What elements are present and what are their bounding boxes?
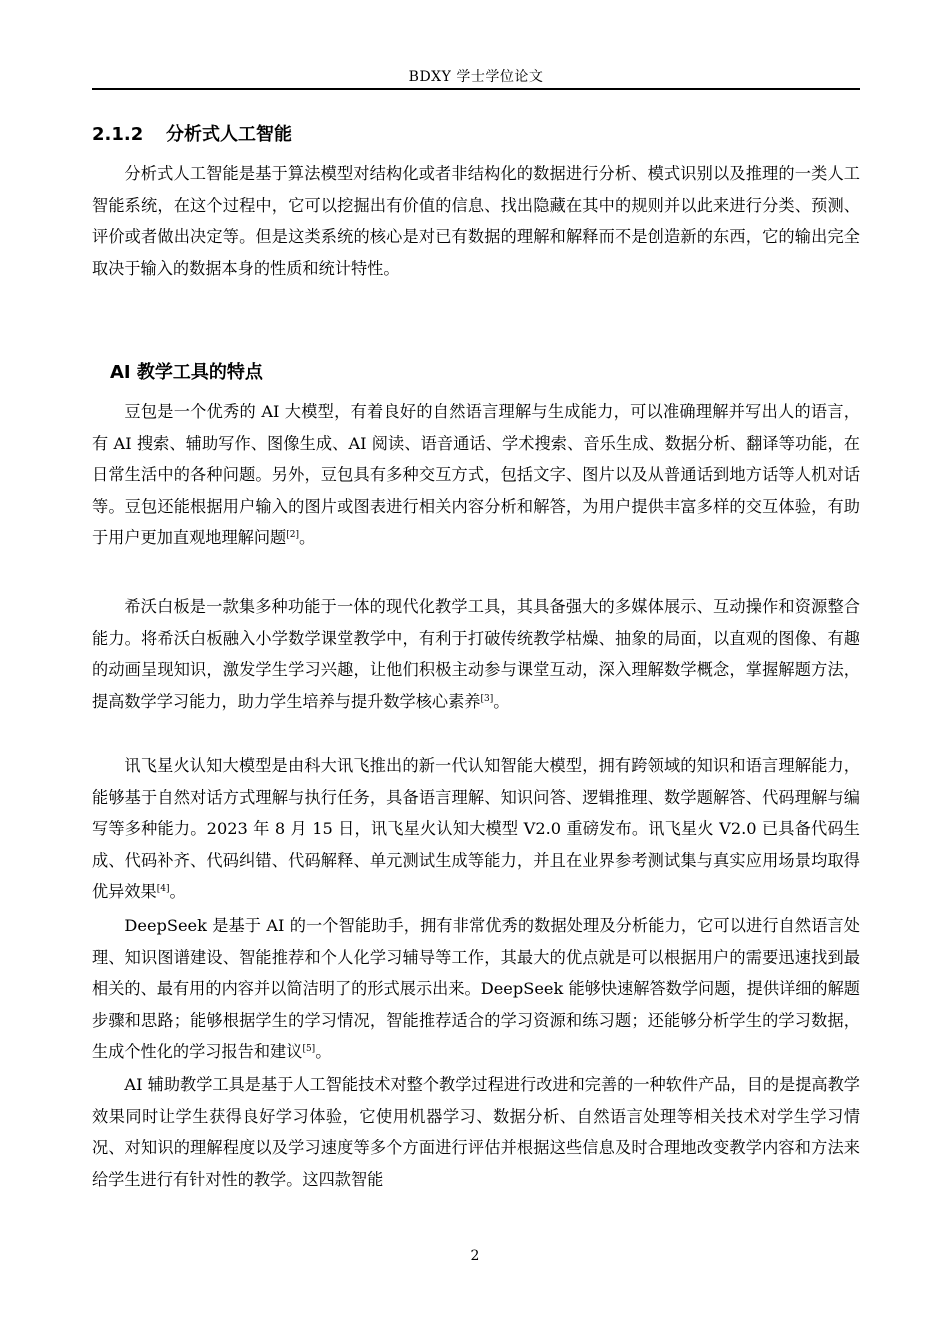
paragraph-tail: 。: [315, 1042, 332, 1062]
citation-ref: [3]: [480, 693, 494, 704]
paragraph-ai-teaching-tools: [92, 1069, 860, 1195]
section-heading-ai-tools: AI 教学工具的特点: [110, 362, 263, 383]
paragraph-text: 讯飞星火认知大模型是由科大讯飞推出的新一代认知智能大模型，拥有跨领域的知识和语言理解能力，能够基于自然对话方式理解与执行任务，具备语言理解、知识问答、逻辑推理、数学题解答、代码理解与编写等多种能力。2023 年 8 月 15 日，讯飞星火认知大模型 V2.0 重磅发布。讯飞星火 V2.0 已具备代码生成、代码补齐、代码纠错、代码解释、单元测试生成等能力，并且在业界参考测试集与真实应用场景均取得优异效果: [92, 756, 860, 902]
paragraph-analytical-ai: 分析式人工智能是基于算法模型对结构化或者非结构化的数据进行分析、模式识别以及推理的一类人工智能系统，在这个过程中，它可以挖掘出有价值的信息、找出隐藏在其中的规则并以此来进行分类、预测、评价或者做出决定等。但是这类系统的核心是对已有数据的理解和解释而不是创造新的东西，它的输出完全取决于输入的数据本身的性质和统计特性。: [92, 164, 860, 278]
paragraph-seewo: [92, 591, 860, 717]
paragraph-text: AI 辅助教学工具是基于人工智能技术对整个教学过程进行改进和完善的一种软件产品，目的是提高教学效果同时让学生获得良好学习体验，它使用机器学习、数据分析、自然语言处理等相关技术对学生学习情况、对知识的理解程度以及学习速度等多个方面进行评估并根据这些信息及时合理地改变教学内容和方法来给学生进行有针对性的教学。这四款智能: [92, 1075, 860, 1189]
citation-ref: [5]: [302, 1044, 316, 1055]
paragraph-tail: 。: [169, 882, 186, 902]
paragraph-deepseek: [92, 910, 860, 1068]
section-heading-2-1-2: [92, 120, 292, 146]
header-rule: [92, 88, 860, 90]
paragraph-doubao: [92, 396, 860, 554]
citation-ref: [2]: [286, 530, 299, 541]
paragraph-text: DeepSeek 是基于 AI 的一个智能助手，拥有非常优秀的数据处理及分析能力，它可以进行自然语言处理、知识图谱建设、智能推荐和个人化学习辅导等工作，其最大的优点就是可以根据用户的需要迅速找到最相关的、最有用的内容并以简洁明了的形式展示出来。DeepSeek 能够快速解答数学问题，提供详细的解题步骤和思路；能够根据学生的学习情况，智能推荐适合的学习资源和练习题；还能够分析学生的学习数据，生成个性化的学习报告和建议: [92, 916, 860, 1062]
paragraph-iflytek-spark: [92, 750, 860, 908]
citation-ref: [4]: [156, 884, 170, 895]
page-number: 2: [470, 1248, 480, 1264]
running-header: BDXY 学士学位论文: [408, 69, 544, 85]
paragraph-tail: 。: [299, 528, 316, 548]
section-number: 2.1.2: [92, 124, 144, 145]
paragraph-tail: 。: [493, 691, 510, 711]
paragraph-text: 希沃白板是一款集多种功能于一体的现代化教学工具，其具备强大的多媒体展示、互动操作和资源整合能力。将希沃白板融入小学数学课堂教学中，有利于打破传统教学枯燥、抽象的局面，以直观的图像、有趣的动画呈现知识，激发学生学习兴趣，让他们积极主动参与课堂互动，深入理解数学概念，掌握解题方法，提高数学学习能力，助力学生培养与提升数学核心素养: [92, 597, 860, 711]
section-title: 分析式人工智能: [166, 124, 292, 145]
paragraph-text: 豆包是一个优秀的 AI 大模型，有着良好的自然语言理解与生成能力，可以准确理解并写出人的语言，有 AI 搜索、辅助写作、图像生成、AI 阅读、语音通话、学术搜索、音乐生成、数据分析、翻译等功能，在日常生活中的各种问题。另外，豆包具有多种交互方式，包括文字、图片以及从普通话到地方话等人机对话等。豆包还能根据用户输入的图片或图表进行相关内容分析和解答，为用户提供丰富多样的交互体验，有助于用户更加直观地理解问题: [92, 402, 860, 548]
